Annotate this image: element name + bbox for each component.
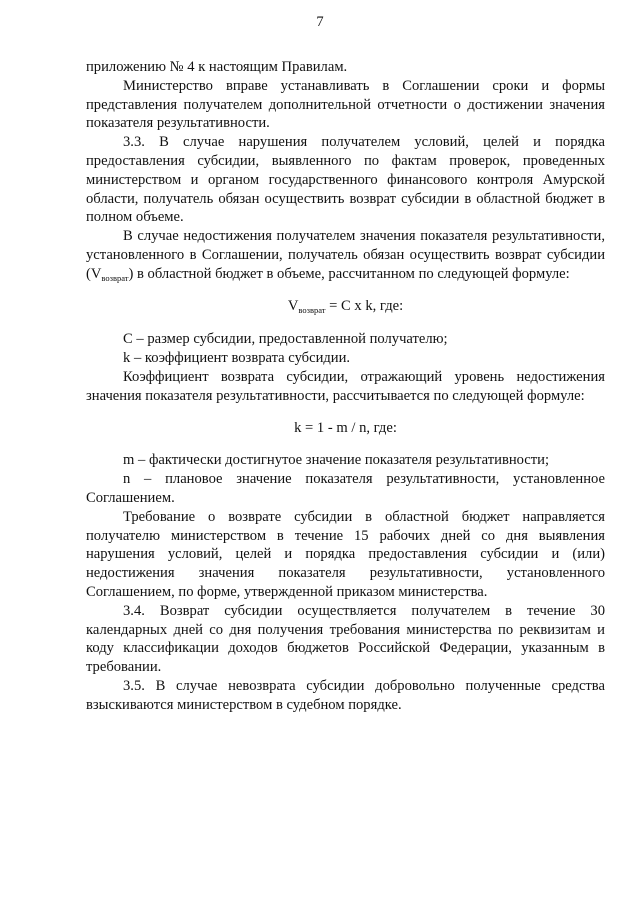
formula-rest: = C x k, где: bbox=[325, 297, 404, 314]
paragraph-refund-demand: Требование о возврате субсидии в областной бюджет направляется получателю министерством в течение 15 рабочих дней со дня выявления нарушения условий, целей и порядка предоставления субсидии и (или) недостижения значения показателя результативности, установленного Соглашением, по форме, утвержденной приказом министерства. bbox=[86, 508, 605, 600]
document-body bbox=[86, 58, 605, 715]
formula-subscript: возврат bbox=[298, 304, 326, 315]
definition-n: n – плановое значение показателя результативности, установленное Соглашением. bbox=[86, 471, 605, 506]
paragraph-refund-text-start: В случае недостижения получателем значения показателя результативности, установленного в Соглашении, получатель обязан осуществить возврат субсидии (V bbox=[86, 228, 605, 282]
paragraph-coefficient: Коэффициент возврата субсидии, отражающий уровень недостижения значения показателя результативности, рассчитывается по следующей формуле: bbox=[86, 368, 605, 404]
page-number: 7 bbox=[316, 14, 324, 30]
definition-c: C – размер субсидии, предоставленной получателю; bbox=[123, 331, 448, 348]
formula-refund-volume bbox=[86, 297, 605, 316]
paragraph-3-5: 3.5. В случае невозврата субсидии добровольно полученные средства взыскиваются министерством в судебном порядке. bbox=[86, 677, 605, 713]
subscript-refund: возврат bbox=[101, 272, 129, 283]
paragraph-3-3: 3.3. В случае нарушения получателем условий, целей и порядка предоставления субсидии, выявленного по фактам проверок, проведенных министерством и органом государственного финансового контроля Амурской области, получатель обязан осуществить возврат субсидии в областной бюджет в полном объеме. bbox=[86, 134, 605, 226]
paragraph-refund-text-end: ) в областной бюджет в объеме, рассчитанном по следующей формуле: bbox=[128, 265, 570, 282]
formula-coefficient: k = 1 - m / n, где: bbox=[294, 419, 397, 436]
definition-k: k – коэффициент возврата субсидии. bbox=[123, 350, 351, 367]
paragraph-additional-reporting: Министерство вправе устанавливать в Соглашении сроки и формы представления получателем дополнительной отчетности о достижении значения показателя результативности. bbox=[86, 77, 605, 132]
formula-v: V bbox=[287, 297, 299, 314]
paragraph-refund-obligation bbox=[86, 227, 605, 283]
definition-m: m – фактически достигнутое значение показателя результативности; bbox=[123, 452, 550, 469]
paragraph-continuation: приложению № 4 к настоящим Правилам. bbox=[86, 59, 348, 75]
paragraph-3-4: 3.4. Возврат субсидии осуществляется получателем в течение 30 календарных дней со дня получения требования министерства по реквизитам и коду классификации доходов бюджетов Российской Федерации, указанным в требовании. bbox=[86, 602, 605, 676]
